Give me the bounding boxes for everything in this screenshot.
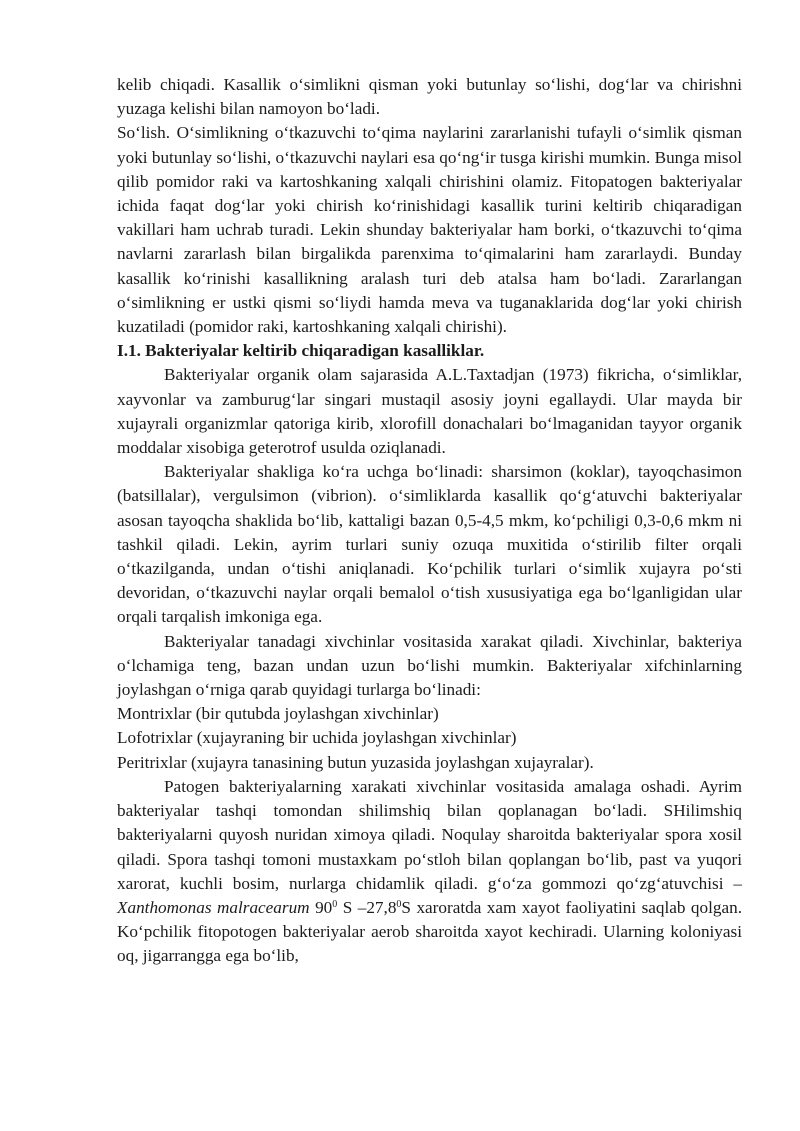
paragraph-spores <box>117 775 742 969</box>
list-item-lophotrichous: Lofotrixlar (xujayraning bir uchida joylashgan xivchinlar) <box>117 728 517 748</box>
degree-superscript-1: 0 <box>332 898 338 910</box>
temperature-unit: S <box>401 897 411 917</box>
document-page <box>117 73 742 969</box>
temperature-value-2: S –27,8 <box>337 897 397 917</box>
species-name: Xanthomonas malracearum <box>117 897 310 917</box>
paragraph-wilting: So‘lish. O‘simlikning o‘tkazuvchi to‘qima naylarini zararlanishi tufayli o‘simlik qisman yoki butunlay so‘lishi, o‘tkazuvchi naylari esa qo‘ng‘ir tusga kirishi mumkin. Bunga misol qilib pomidor raki va kartoshkaning xalqali chirishini olamiz. Fitopatogen bakteriyalar ichida faqat dog‘lar yoki chirish ko‘rinishidagi kasallik turini keltirib chiqaradigan vakillari ham uchrab turadi. Lekin shunday bakteriyalar ham borki, o‘tkazuvchi to‘qima navlarni zararlash bilan birgalikda parenxima to‘qimalarini ham zararlaydi. Bunday kasallik ko‘rinishi kasallikning aralash turi deb atalsa ham bo‘ladi. Zararlangan o‘simlikning er ustki qismi so‘liydi hamda meva va tuganaklarida dog‘lar yoki chirish kuzatiladi (pomidor raki, kartoshkaning xalqali chirishi). <box>117 123 742 337</box>
temperature-value-1: 90 <box>309 897 333 917</box>
paragraph-shapes: Bakteriyalar shakliga ko‘ra uchga bo‘linadi: sharsimon (koklar), tayoqchasimon (batsillalar), vergulsimon (vibrion). o‘simliklarda kasallik qo‘g‘atuvchi bakteriyalar asosan tayoqcha shaklida bo‘lib, kattaligi bazan 0,5-4,5 mkm, ko‘pchiligi 0,3-0,6 mkm ni tashkil qiladi. Lekin, ayrim turlari suniy ozuqa muxitida o‘stirilib filter orqali o‘tkazilganda, undan o‘tishi aniqlanadi. Ko‘pchilik turlari o‘simlik xujayra po‘sti devoridan, o‘tkazuvchi naylar orqali bemalol o‘tish xususiyatiga ega bo‘lganligidan ular orqali tarqalish imkoniga ega. <box>117 462 742 627</box>
paragraph-intro: kelib chiqadi. Kasallik o‘simlikni qisman yoki butunlay so‘lishi, dog‘lar va chirishni yuzaga kelishi bilan namoyon bo‘ladi. <box>117 75 742 119</box>
paragraph-flagella: Bakteriyalar tanadagi xivchinlar vositasida xarakat qiladi. Xivchinlar, bakteriya o‘lchamiga teng, bazan undan uzun bo‘lishi mumkin. Bakteriyalar xifchinlarning joylashgan o‘rniga qarab quyidagi turlarga bo‘linadi: <box>117 631 742 700</box>
paragraph-taxonomy: Bakteriyalar organik olam sajarasida A.L.Taxtadjan (1973) fikricha, o‘simliklar, xayvonlar va zamburug‘lar singari mustaqil asosiy joyni egallaydi. Ular mayda bir xujayrali organizmlar qatoriga kirib, xlorofill donachalari bo‘lmaganidan tayyor organik moddalar xisobiga geterotrof usulda oziqlanadi. <box>117 365 742 458</box>
spores-text-start: Patogen bakteriyalarning xarakati xivchinlar vositasida amalaga oshadi. Ayrim bakteriyalar tashqi tomondan shilimshiq bilan qoplanagan bo‘ladi. SHilimshiq bakteriyalarni quyosh nuridan ximoya qiladi. Noqulay sharoitda bakteriyalar spora xosil qiladi. Spora tashqi tomoni mustaxkam po‘stloh bilan qoplangan bo‘lib, past va yuqori xarorat, kuchli bosim, nurlarga chidamlik qiladi. g‘o‘za gommozi qo‘zg‘atuvchisi – <box>117 776 742 893</box>
list-item-monotrichous: Montrixlar (bir qutubda joylashgan xivchinlar) <box>117 704 439 724</box>
degree-superscript-2: 0 <box>396 898 402 910</box>
list-item-peritrichous: Peritrixlar (xujayra tanasining butun yuzasida joylashgan xujayralar). <box>117 752 594 772</box>
section-heading: I.1. Bakteriyalar keltirib chiqaradigan kasalliklar. <box>117 341 485 361</box>
spores-text-end: xaroratda xam xayot faoliyatini saqlab qolgan. Ko‘pchilik fitopotogen bakteriyalar aerob sharoitda xayot kechiradi. Ularning koloniyasi oq, jigarrangga ega bo‘lib, <box>117 897 743 966</box>
